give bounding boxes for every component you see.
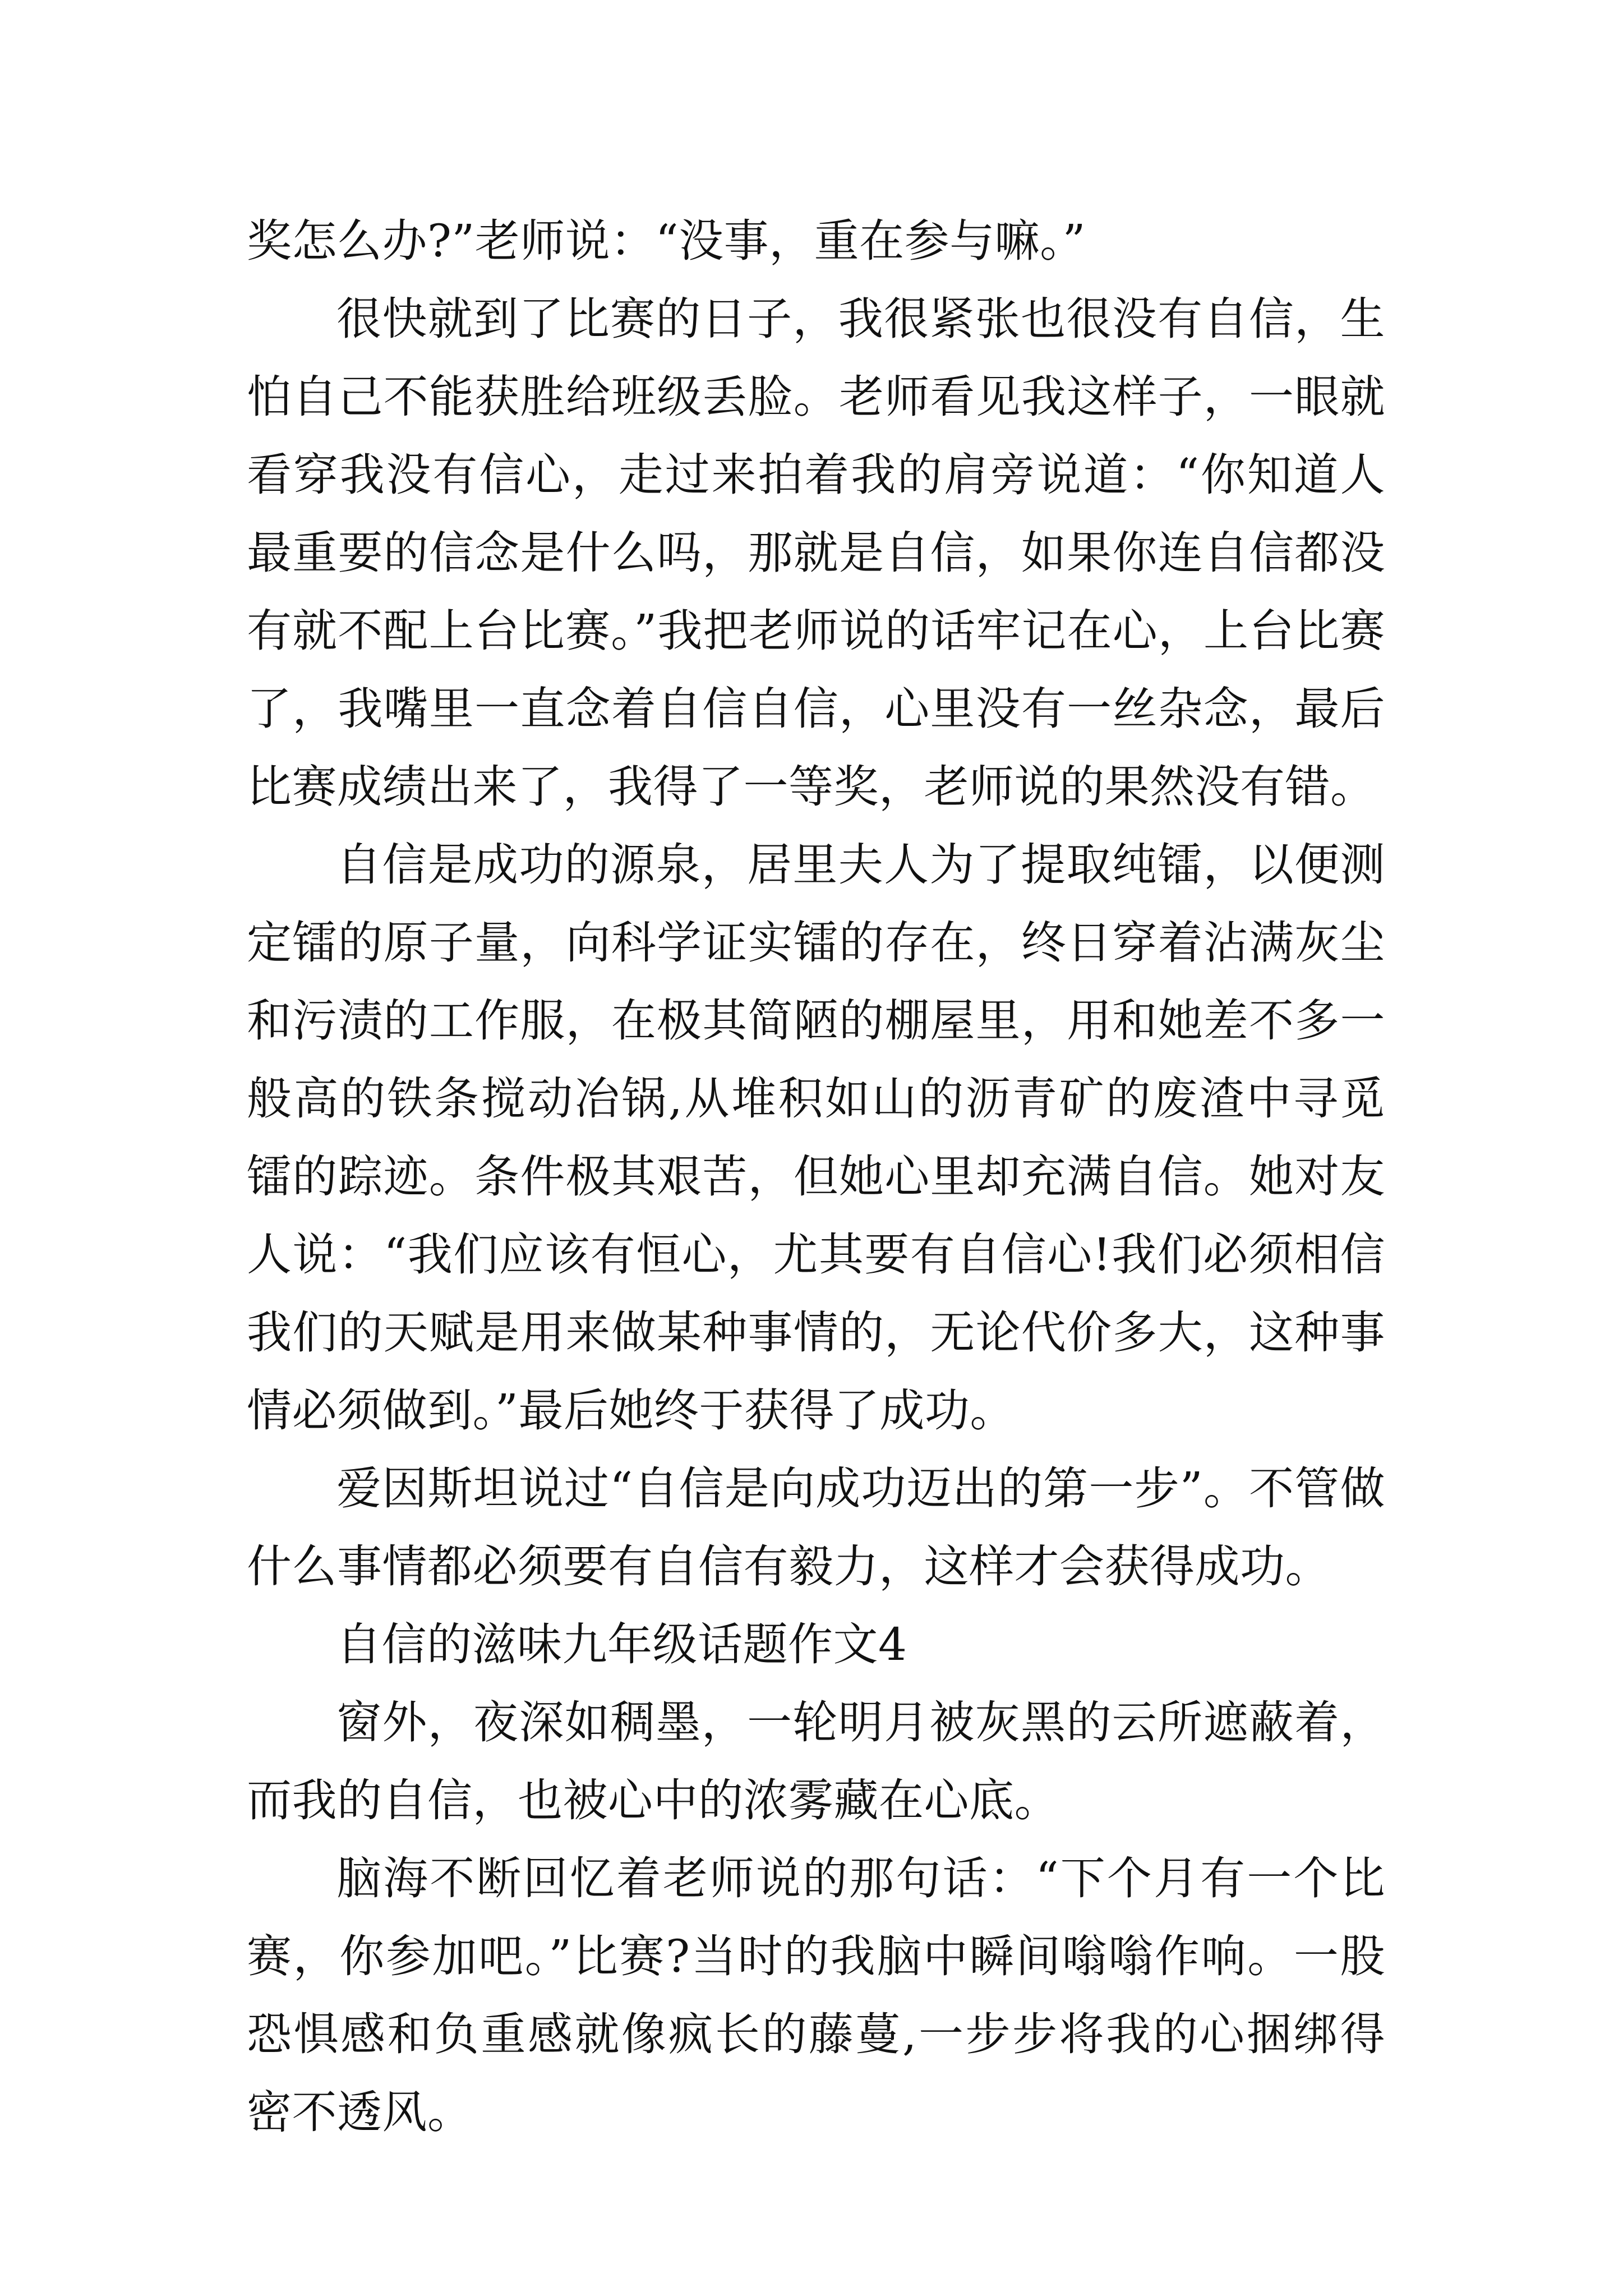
paragraph-6: 脑海不断回忆着老师说的那句话：“下个月有一个比赛，你参加吧。”比赛?当时的我脑中瞬间嗡嗡作响。一股恐惧感和负重感就像疯长的藤蔓,一步步将我的心捆绑得密不透风。 — [247, 1852, 1385, 2138]
paragraph-5: 窗外，夜深如稠墨，一轮明月被灰黑的云所遮蔽着，而我的自信，也被心中的浓雾藏在心底。 — [247, 1696, 1385, 1826]
document-body — [247, 202, 1385, 2151]
essay-title: 自信的滋味九年级话题作文4 — [336, 1618, 907, 1671]
paragraph-3: 自信是成功的源泉，居里夫人为了提取纯镭，以便测定镭的原子量，向科学证实镭的存在，终日穿着沾满灰尘和污渍的工作服，在极其简陋的棚屋里，用和她差不多一般高的铁条搅动冶锅,从堆积如山的沥青矿的废渣中寻觅镭的踪迹。条件极其艰苦，但她心里却充满自信。她对友人说：“我们应该有恒心，尤其要有自信心!我们必须相信我们的天赋是用来做某种事情的，无论代价多大，这种事情必须做到。”最后她终于获得了成功。 — [247, 839, 1385, 1437]
paragraph-1: 奖怎么办?”老师说：“没事，重在参与嘛。” — [247, 215, 1086, 267]
paragraph-2: 很快就到了比赛的日子，我很紧张也很没有自信，生怕自己不能获胜给班级丢脸。老师看见我这样子，一眼就看穿我没有信心，走过来拍着我的肩旁说道：“你知道人最重要的信念是什么吗，那就是自信，如果你连自信都没有就不配上台比赛。”我把老师说的话牢记在心，上台比赛了，我嘴里一直念着自信自信，心里没有一丝杂念，最后比赛成绩出来了，我得了一等奖，老师说的果然没有错。 — [247, 293, 1385, 813]
paragraph-4: 爱因斯坦说过“自信是向成功迈出的第一步”。不管做什么事情都必须要有自信有毅力，这样才会获得成功。 — [247, 1462, 1385, 1593]
